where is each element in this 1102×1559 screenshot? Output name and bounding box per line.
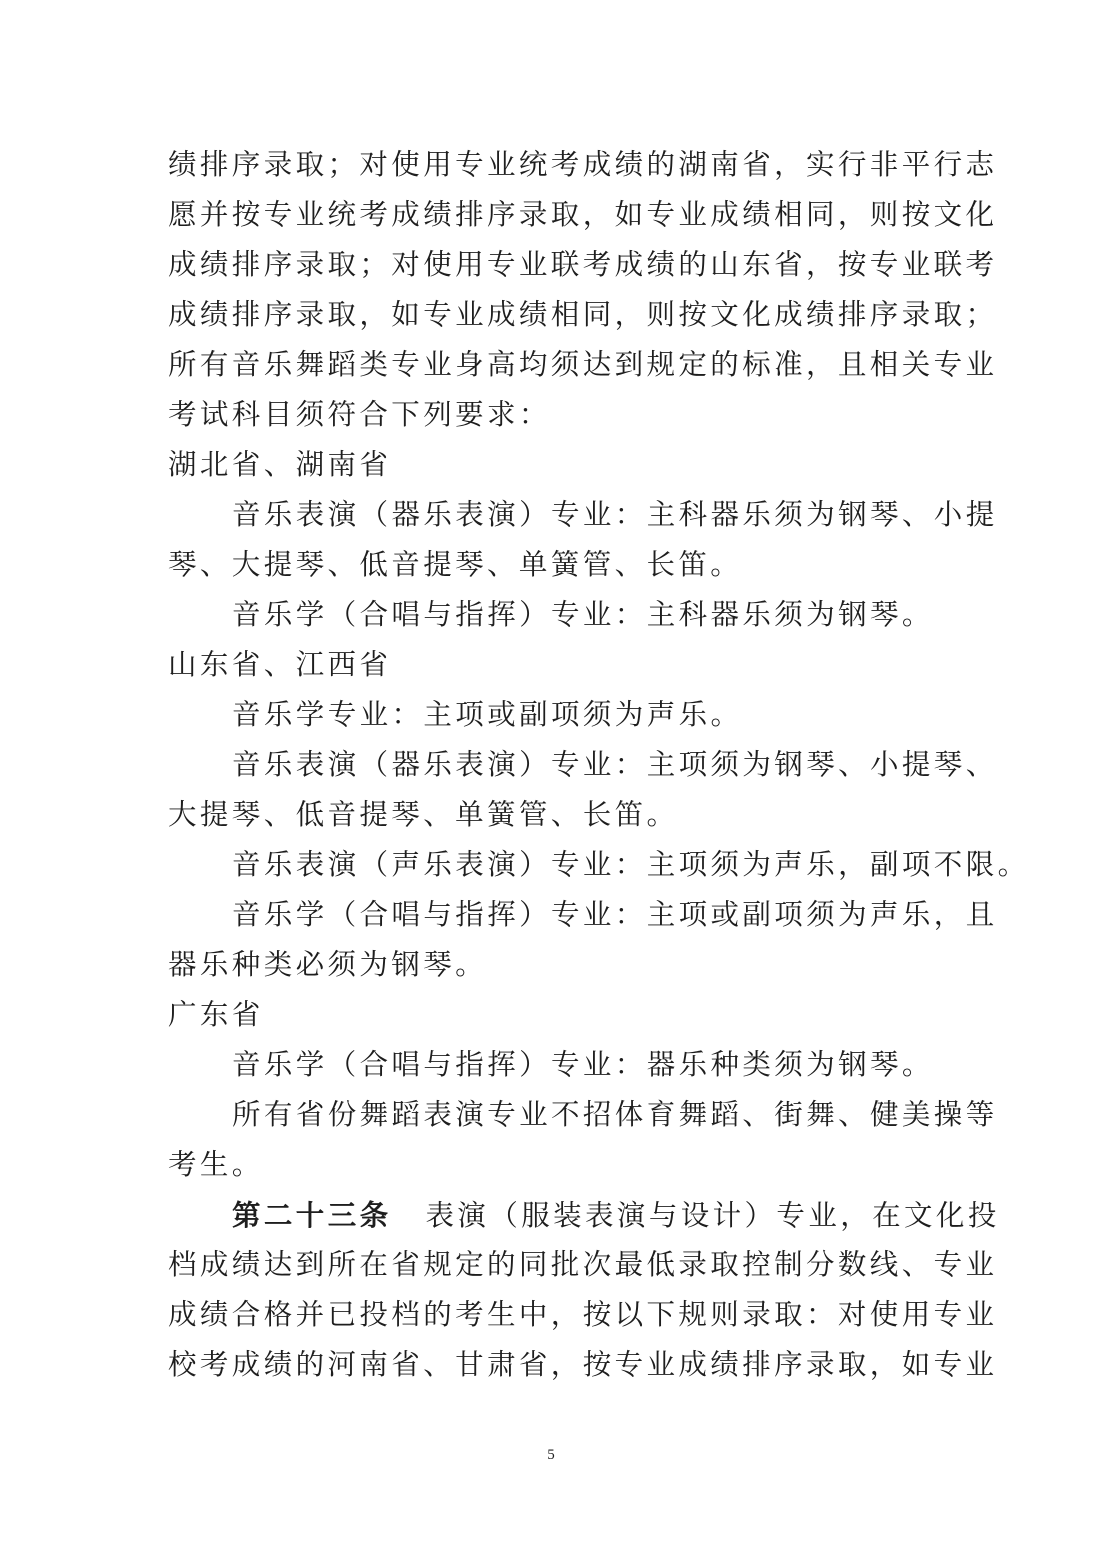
- article-heading: 第二十三条: [232, 1198, 392, 1232]
- text-line: 校考成绩的河南省、甘肃省，按专业成绩排序录取，如专业: [168, 1348, 998, 1381]
- text-line: 成绩合格并已投档的考生中，按以下规则录取：对使用专业: [168, 1298, 998, 1331]
- text-line: 音乐表演（器乐表演）专业：主科器乐须为钢琴、小提: [232, 498, 998, 531]
- text-line: 琴、大提琴、低音提琴、单簧管、长笛。: [168, 548, 743, 581]
- text-line: 成绩排序录取；对使用专业联考成绩的山东省，按专业联考: [168, 248, 998, 281]
- text-line: 音乐表演（器乐表演）专业：主项须为钢琴、小提琴、: [232, 748, 998, 781]
- text-line: 档成绩达到所在省规定的同批次最低录取控制分数线、专业: [168, 1248, 998, 1281]
- text-line: 所有省份舞蹈表演专业不招体育舞蹈、街舞、健美操等: [232, 1098, 998, 1131]
- text-line: 考试科目须符合下列要求：: [168, 398, 551, 431]
- text-line: 大提琴、低音提琴、单簧管、长笛。: [168, 798, 679, 831]
- text-line: 愿并按专业统考成绩排序录取，如专业成绩相同，则按文化: [168, 198, 998, 231]
- document-body: [168, 140, 1030, 1390]
- text-line: 器乐种类必须为钢琴。: [168, 948, 488, 981]
- text-line: 所有音乐舞蹈类专业身高均须达到规定的标准，且相关专业: [168, 348, 998, 381]
- text-line: 考生。: [168, 1148, 264, 1181]
- text-line: 音乐学（合唱与指挥）专业：主项或副项须为声乐，且: [232, 898, 998, 931]
- article-first-line: [168, 1190, 1000, 1240]
- section-heading-shandong-jiangxi: 山东省、江西省: [168, 648, 392, 681]
- section-heading-guangdong: 广东省: [168, 998, 264, 1031]
- text-line: 绩排序录取；对使用专业统考成绩的湖南省，实行非平行志: [168, 148, 998, 181]
- text-line: 成绩排序录取，如专业成绩相同，则按文化成绩排序录取；: [168, 298, 998, 331]
- text-line: 音乐学（合唱与指挥）专业：器乐种类须为钢琴。: [232, 1048, 934, 1081]
- article-text: 表演（服装表演与设计）专业，在文化投: [425, 1199, 1000, 1232]
- text-line: 音乐表演（声乐表演）专业：主项须为声乐，副项不限。: [232, 848, 1030, 881]
- text-line: 音乐学专业：主项或副项须为声乐。: [232, 698, 743, 731]
- section-heading-hubei-hunan: 湖北省、湖南省: [168, 448, 392, 481]
- page-number: 5: [547, 1447, 555, 1463]
- text-line: 音乐学（合唱与指挥）专业：主科器乐须为钢琴。: [232, 598, 934, 631]
